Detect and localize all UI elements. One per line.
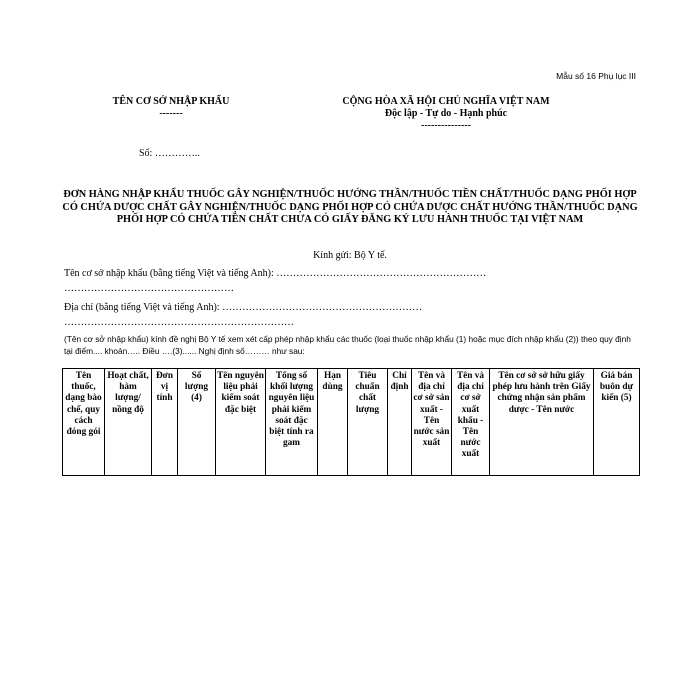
address-field: Địa chỉ (bằng tiếng Việt và tiếng Anh): …………………………………………………… xyxy=(64,302,423,313)
header-cell: Tiêu chuẩn chất lượng xyxy=(348,369,388,476)
document-number: Số: ………….. xyxy=(139,148,200,159)
header-cell: Tổng số khối lượng nguyên liệu phải kiểm soát đặc biệt tính ra gam xyxy=(266,369,318,476)
org-name: TÊN CƠ SỞ NHẬP KHẨU xyxy=(112,96,230,107)
header-cell: Tên cơ sở sở hữu giấy phép lưu hành trên Giấy chứng nhận sản phẩm dược - Tên nước xyxy=(490,369,594,476)
table-header-row xyxy=(63,369,640,476)
address-field-continued: …………………………………………………………… xyxy=(64,317,294,328)
form-number: Mẫu số 16 Phụ lục III xyxy=(556,71,636,81)
motto: Độc lập - Tự do - Hạnh phúc xyxy=(384,108,508,119)
name-field: Tên cơ sở nhập khẩu (bằng tiếng Việt và tiếng Anh): ……………………………………………………… xyxy=(64,268,487,279)
national-header xyxy=(330,96,562,132)
org-header xyxy=(108,96,234,120)
motto-divider: --------------- xyxy=(421,120,471,131)
country-name: CỘNG HÒA XÃ HỘI CHỦ NGHĨA VIỆT NAM xyxy=(342,96,550,107)
header-cell: Số lượng (4) xyxy=(178,369,216,476)
recipient-line: Kính gửi: Bộ Y tế. xyxy=(313,250,387,261)
header-cell: Chỉ định xyxy=(388,369,412,476)
import-order-table xyxy=(62,368,640,476)
header-cell: Tên và địa chỉ cơ sở xuất khẩu - Tên nước xuất xyxy=(452,369,490,476)
header-cell: Đơn vị tính xyxy=(152,369,178,476)
header-cell: Hoạt chất, hàm lượng/ nồng độ xyxy=(105,369,152,476)
header-cell: Tên và địa chỉ cơ sở sản xuất - Tên nước sản xuất xyxy=(412,369,452,476)
header-cell: Tên thuốc, dạng bào chế, quy cách đóng gói xyxy=(63,369,105,476)
document-title: ĐƠN HÀNG NHẬP KHẨU THUỐC GÂY NGHIỆN/THUỐC HƯỚNG THẦN/THUỐC TIỀN CHẤT/THUỐC DẠNG PHỐI HỢP CÓ CHỨA DƯỢC CHẤT GÂY NGHIỆN/THUỐC DẠNG PHỐI HỢP CÓ CHỨA DƯỢC CHẤT HƯỚNG THẦN/THUỐC DẠNG PHỐI HỢP CÓ CHỨA TIỀN CHẤT CHƯA CÓ GIẤY ĐĂNG KÝ LƯU HÀNH THUỐC TẠI VIỆT NAM xyxy=(62,189,638,226)
header-cell: Tên nguyên liệu phải kiểm soát đặc biệt xyxy=(216,369,266,476)
request-paragraph: (Tên cơ sở nhập khẩu) kính đề nghị Bộ Y tế xem xét cấp phép nhập khẩu các thuốc (loại thuốc nhập khẩu (1) hoặc mục đích nhập khẩu (2)) theo quy định tại điểm.... khoản….. Điều ….(3)...... Nghị định số……… như sau: xyxy=(64,334,631,357)
header-cell: Giá bán buôn dự kiến (5) xyxy=(594,369,640,476)
org-divider: ------- xyxy=(159,108,183,119)
header-cell: Hạn dùng xyxy=(318,369,348,476)
name-field-continued: …………………………………………… xyxy=(64,283,234,294)
